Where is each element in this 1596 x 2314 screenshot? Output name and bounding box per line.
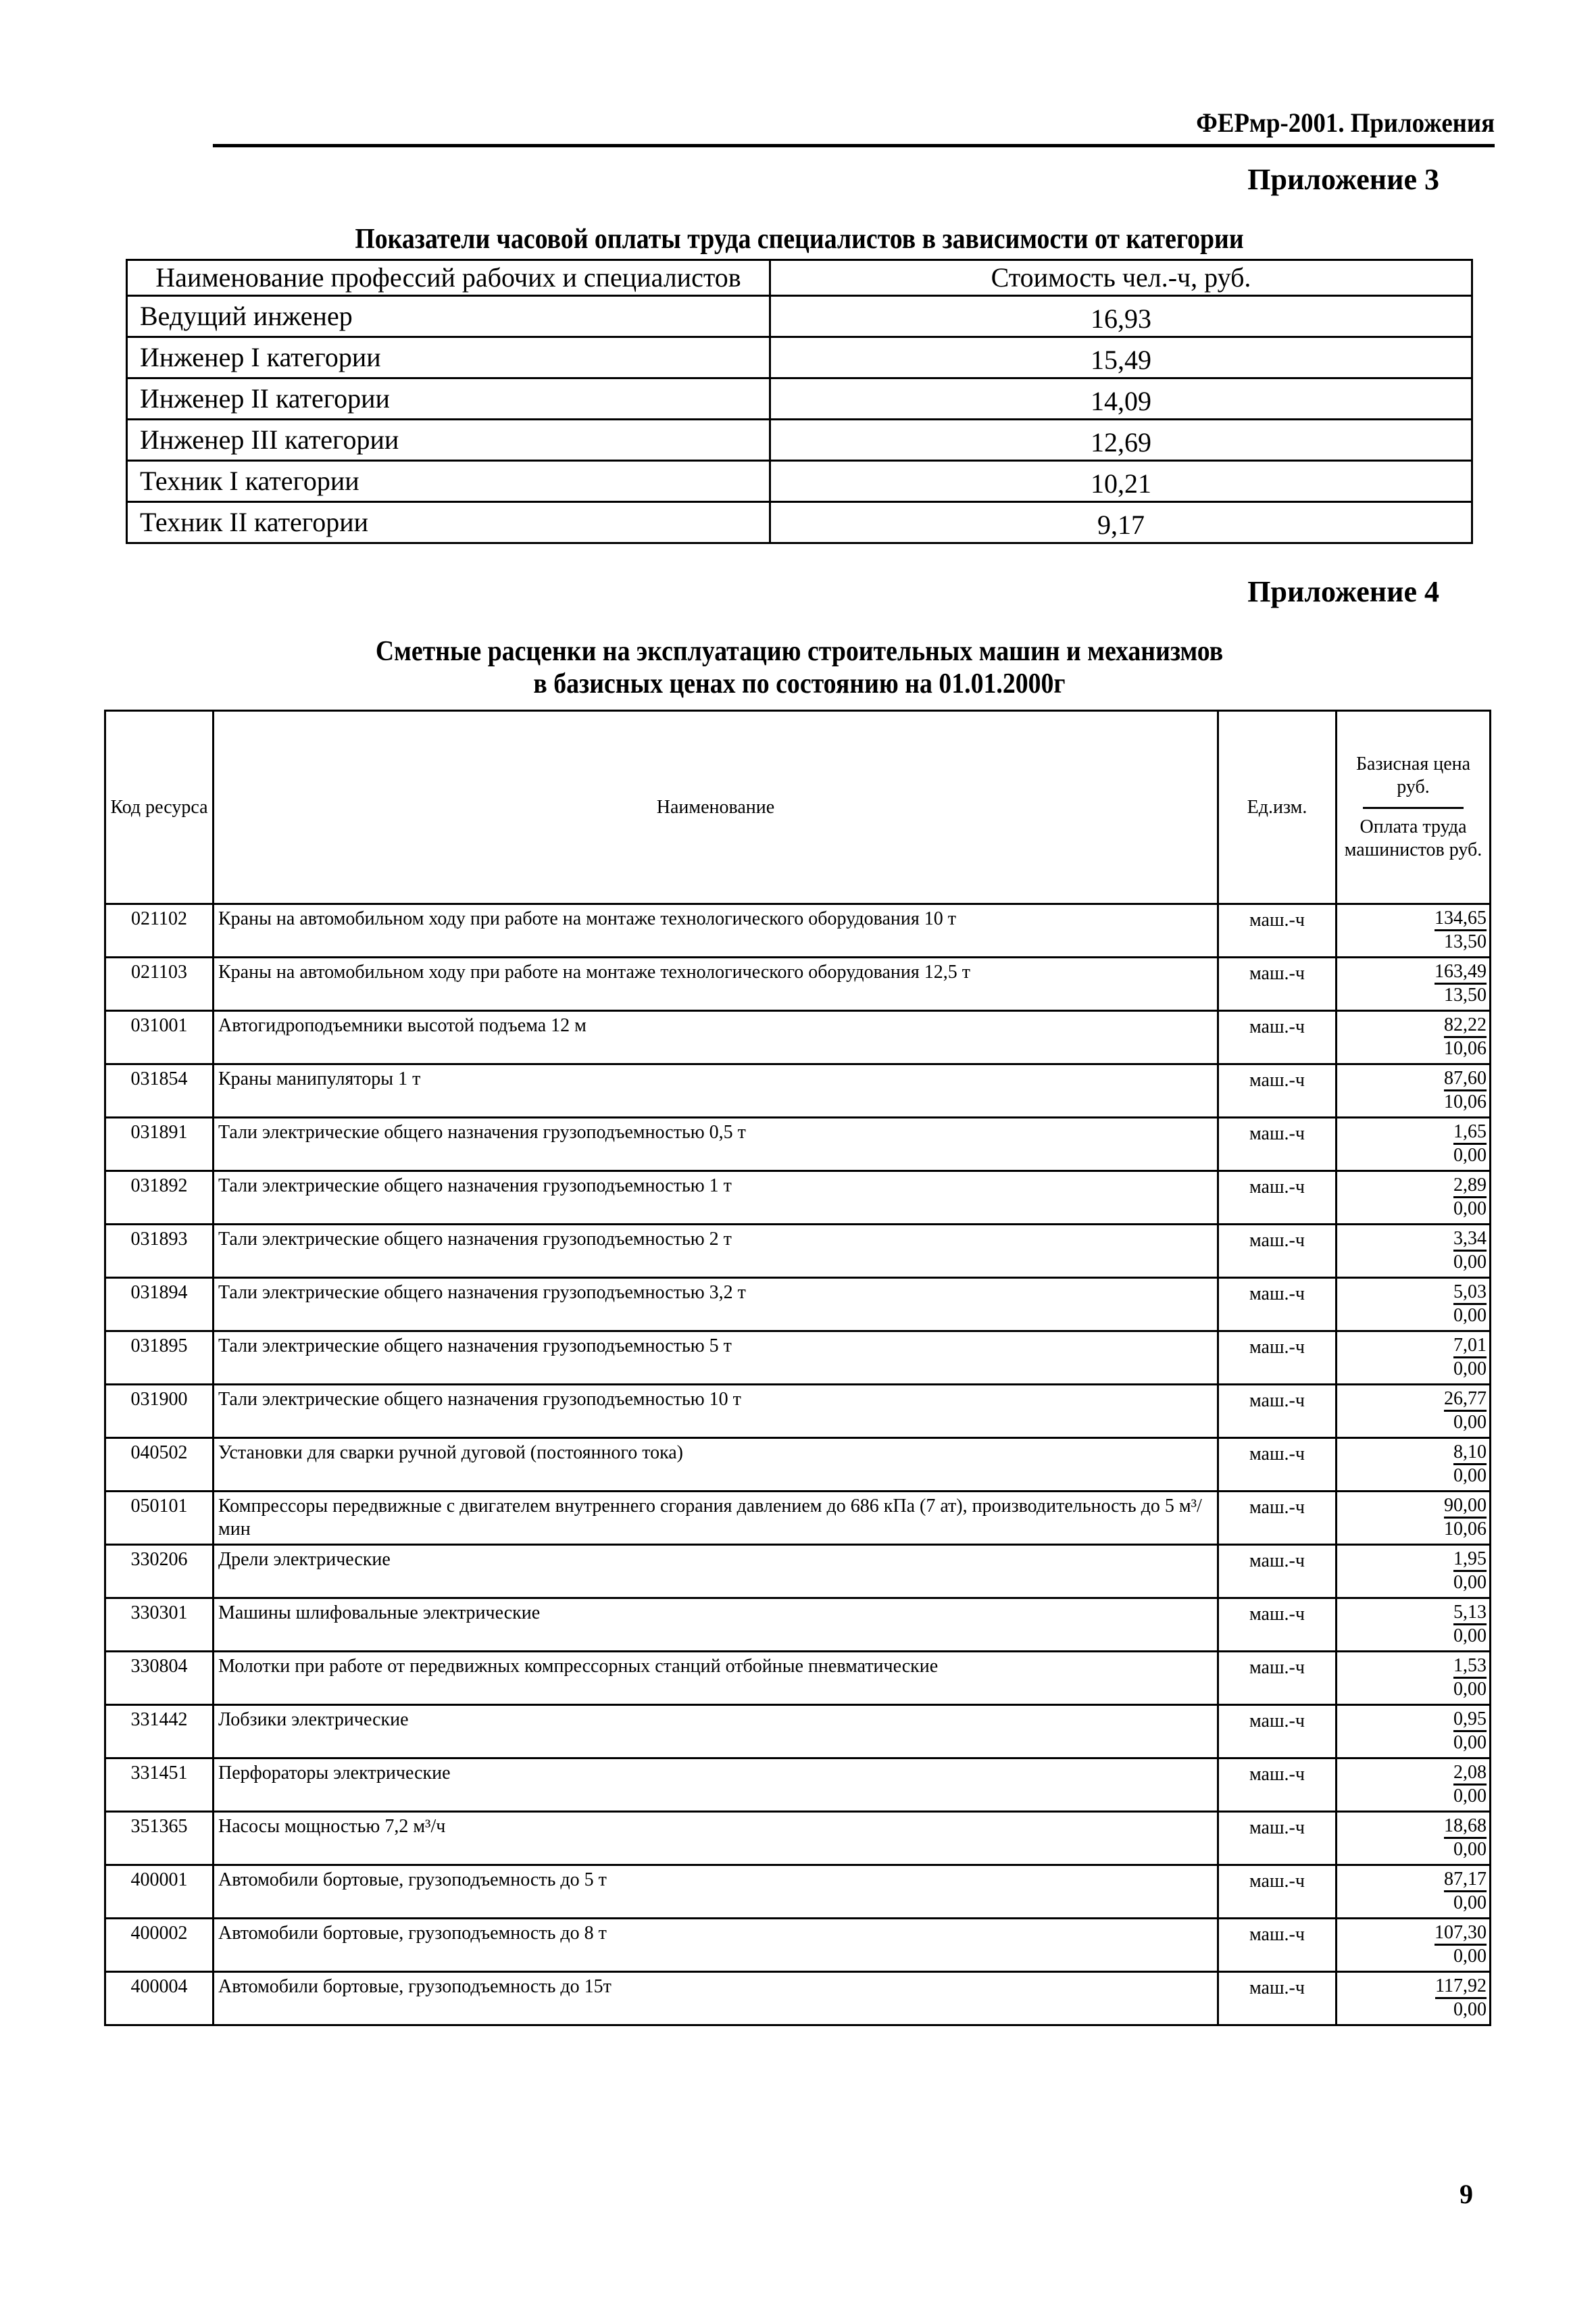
resource-code: 400002 [105,1919,214,1972]
unit-of-measure: маш.-ч [1218,1385,1337,1438]
table-row [105,1118,1491,1171]
table-row [105,1171,1491,1225]
base-price: 26,77 [1444,1388,1487,1412]
machine-rates-table [104,710,1491,2026]
unit-of-measure: маш.-ч [1218,1919,1337,1972]
unit-of-measure: маш.-ч [1218,1865,1337,1919]
base-price: 18,68 [1444,1815,1487,1839]
table-header-row [127,260,1472,296]
operator-wage: 13,50 [1444,931,1487,952]
resource-name: Компрессоры передвижные с двигателем внутреннего сгорания давлением до 686 кПа (7 ат), производительность до 5 м³/мин [214,1492,1218,1545]
table-row [105,1865,1491,1919]
profession-name: Инженер III категории [127,420,770,461]
table-row [105,1545,1491,1598]
column-header-unit: Ед.изм. [1218,711,1337,904]
hourly-cost: 12,69 [770,420,1472,461]
resource-code: 330301 [105,1598,214,1652]
price-cell [1337,1331,1491,1385]
resource-name: Краны манипуляторы 1 т [214,1064,1218,1118]
appendix-4-label: Приложение 4 [1247,575,1439,608]
operator-wage: 10,06 [1444,1091,1487,1112]
table-row [127,502,1472,543]
table-row [105,1812,1491,1865]
column-header-code: Код ресурса [105,711,214,904]
appendix-4-title-line-1: Сметные расценки на эксплуатацию строительных машин и механизмов [375,636,1224,667]
operator-wage: 13,50 [1444,985,1487,1006]
resource-name: Лобзики электрические [214,1705,1218,1758]
resource-name: Автомобили бортовые, грузоподъемность до 15т [214,1972,1218,2025]
unit-of-measure: маш.-ч [1218,904,1337,958]
appendix-4-title [193,635,1406,700]
resource-code: 031001 [105,1011,214,1064]
unit-of-measure: маш.-ч [1218,1598,1337,1652]
resource-name: Автомобили бортовые, грузоподъемность до 8 т [214,1919,1218,1972]
unit-of-measure: маш.-ч [1218,1705,1337,1758]
unit-of-measure: маш.-ч [1218,1225,1337,1278]
price-cell [1337,1278,1491,1331]
price-cell [1337,1011,1491,1064]
resource-name: Перфораторы электрические [214,1758,1218,1812]
profession-name: Техник I категории [127,461,770,502]
operator-wage: 0,00 [1453,1892,1487,1913]
price-cell [1337,1438,1491,1492]
hourly-cost: 14,09 [770,378,1472,420]
table-header-row [105,711,1491,904]
hourly-cost: 16,93 [770,296,1472,337]
unit-of-measure: маш.-ч [1218,958,1337,1011]
price-cell [1337,1545,1491,1598]
resource-name: Автомобили бортовые, грузоподъемность до 5 т [214,1865,1218,1919]
price-cell [1337,1492,1491,1545]
base-price: 2,08 [1453,1762,1487,1786]
table-row [105,1652,1491,1705]
table-row [105,1919,1491,1972]
base-price: 90,00 [1444,1495,1487,1519]
resource-name: Установки для сварки ручной дуговой (постоянного тока) [214,1438,1218,1492]
unit-of-measure: маш.-ч [1218,1652,1337,1705]
operator-wage: 0,00 [1453,1198,1487,1219]
profession-name: Инженер I категории [127,337,770,378]
resource-code: 021103 [105,958,214,1011]
column-header-base-price: Базисная цена руб. [1355,754,1471,797]
price-cell [1337,1812,1491,1865]
base-price: 87,17 [1444,1869,1487,1892]
header-divider [1363,807,1464,809]
operator-wage: 0,00 [1453,1465,1487,1486]
resource-name: Молотки при работе от передвижных компрессорных станций отбойные пневматические [214,1652,1218,1705]
column-header-profession: Наименование профессий рабочих и специалистов [127,260,770,296]
unit-of-measure: маш.-ч [1218,1011,1337,1064]
appendix-3-title: Показатели часовой оплаты труда специалистов в зависимости от категории [355,224,1244,255]
operator-wage: 0,00 [1453,1999,1487,2020]
base-price: 117,92 [1435,1975,1487,1999]
base-price: 1,65 [1453,1121,1487,1145]
operator-wage: 0,00 [1453,1732,1487,1753]
base-price: 107,30 [1435,1922,1487,1946]
unit-of-measure: маш.-ч [1218,1812,1337,1865]
profession-name: Ведущий инженер [127,296,770,337]
table-row [105,1331,1491,1385]
resource-code: 330206 [105,1545,214,1598]
running-header: ФЕРмр-2001. Приложения [213,107,1495,147]
price-cell [1337,1118,1491,1171]
base-price: 0,95 [1453,1708,1487,1732]
operator-wage: 0,00 [1453,1839,1487,1860]
price-cell [1337,1225,1491,1278]
base-price: 5,13 [1453,1602,1487,1625]
table-row [127,337,1472,378]
resource-code: 031891 [105,1118,214,1171]
resource-code: 331451 [105,1758,214,1812]
profession-name: Инженер II категории [127,378,770,420]
operator-wage: 0,00 [1453,1145,1487,1166]
unit-of-measure: маш.-ч [1218,1758,1337,1812]
table-row [105,1598,1491,1652]
hourly-cost: 10,21 [770,461,1472,502]
hourly-cost: 9,17 [770,502,1472,543]
table-row [127,420,1472,461]
resource-code: 031895 [105,1331,214,1385]
hourly-cost: 15,49 [770,337,1472,378]
table-row [127,378,1472,420]
price-cell [1337,958,1491,1011]
resource-code: 031854 [105,1064,214,1118]
unit-of-measure: маш.-ч [1218,1331,1337,1385]
base-price: 82,22 [1444,1014,1487,1038]
resource-code: 400004 [105,1972,214,2025]
operator-wage: 0,00 [1453,1572,1487,1593]
operator-wage: 0,00 [1453,1412,1487,1433]
unit-of-measure: маш.-ч [1218,1278,1337,1331]
table-row [105,1064,1491,1118]
resource-name: Насосы мощностью 7,2 м³/ч [214,1812,1218,1865]
operator-wage: 0,00 [1453,1305,1487,1326]
price-cell [1337,1972,1491,2025]
table-row [105,1278,1491,1331]
resource-code: 031892 [105,1171,214,1225]
resource-code: 351365 [105,1812,214,1865]
price-cell [1337,1705,1491,1758]
resource-name: Тали электрические общего назначения грузоподъемностью 3,2 т [214,1278,1218,1331]
unit-of-measure: маш.-ч [1218,1171,1337,1225]
table-row [105,1225,1491,1278]
table-row [127,296,1472,337]
base-price: 3,34 [1453,1228,1487,1252]
unit-of-measure: маш.-ч [1218,1972,1337,2025]
price-cell [1337,1385,1491,1438]
unit-of-measure: маш.-ч [1218,1118,1337,1171]
operator-wage: 0,00 [1453,1679,1487,1700]
base-price: 87,60 [1444,1068,1487,1091]
base-price: 163,49 [1435,961,1487,985]
operator-wage: 0,00 [1453,1252,1487,1273]
table-row [105,1705,1491,1758]
column-header-operator-wage: Оплата труда машинистов руб. [1344,816,1482,860]
base-price: 8,10 [1453,1442,1487,1465]
unit-of-measure: маш.-ч [1218,1064,1337,1118]
resource-code: 031900 [105,1385,214,1438]
appendix-4-title-line-2: в базисных ценах по состоянию на 01.01.2000г [533,668,1066,699]
table-row [105,1972,1491,2025]
base-price: 2,89 [1453,1175,1487,1198]
price-cell [1337,1064,1491,1118]
table-row [105,904,1491,958]
resource-name: Краны на автомобильном ходу при работе на монтаже технологического оборудования 12,5 т [214,958,1218,1011]
table-row [105,1011,1491,1064]
price-cell [1337,1865,1491,1919]
resource-code: 330804 [105,1652,214,1705]
operator-wage: 0,00 [1453,1946,1487,1967]
column-header-cost: Стоимость чел.-ч, руб. [770,260,1472,296]
resource-name: Краны на автомобильном ходу при работе на монтаже технологического оборудования 10 т [214,904,1218,958]
hourly-rates-table [126,259,1473,544]
base-price: 134,65 [1435,908,1487,931]
appendix-3-label: Приложение 3 [1247,163,1439,196]
resource-code: 050101 [105,1492,214,1545]
price-cell [1337,904,1491,958]
resource-name: Тали электрические общего назначения грузоподъемностью 0,5 т [214,1118,1218,1171]
page-number: 9 [1460,2179,1473,2209]
price-cell [1337,1919,1491,1972]
resource-name: Автогидроподъемники высотой подъема 12 м [214,1011,1218,1064]
operator-wage: 10,06 [1444,1519,1487,1540]
base-price: 1,95 [1453,1548,1487,1572]
column-header-name: Наименование [214,711,1218,904]
base-price: 5,03 [1453,1281,1487,1305]
resource-code: 331442 [105,1705,214,1758]
operator-wage: 10,06 [1444,1038,1487,1059]
resource-code: 400001 [105,1865,214,1919]
resource-name: Дрели электрические [214,1545,1218,1598]
profession-name: Техник II категории [127,502,770,543]
resource-name: Тали электрические общего назначения грузоподъемностью 5 т [214,1331,1218,1385]
column-header-price [1337,711,1491,904]
operator-wage: 0,00 [1453,1358,1487,1379]
operator-wage: 0,00 [1453,1625,1487,1646]
resource-name: Тали электрические общего назначения грузоподъемностью 10 т [214,1385,1218,1438]
resource-name: Машины шлифовальные электрические [214,1598,1218,1652]
table-row [127,461,1472,502]
table-row [105,1438,1491,1492]
price-cell [1337,1652,1491,1705]
operator-wage: 0,00 [1453,1786,1487,1806]
unit-of-measure: маш.-ч [1218,1438,1337,1492]
resource-code: 031893 [105,1225,214,1278]
price-cell [1337,1171,1491,1225]
table-row [105,1385,1491,1438]
table-row [105,1758,1491,1812]
base-price: 1,53 [1453,1655,1487,1679]
base-price: 7,01 [1453,1335,1487,1358]
resource-name: Тали электрические общего назначения грузоподъемностью 2 т [214,1225,1218,1278]
price-cell [1337,1758,1491,1812]
resource-name: Тали электрические общего назначения грузоподъемностью 1 т [214,1171,1218,1225]
table-row [105,958,1491,1011]
unit-of-measure: маш.-ч [1218,1492,1337,1545]
price-cell [1337,1598,1491,1652]
resource-code: 040502 [105,1438,214,1492]
resource-code: 031894 [105,1278,214,1331]
table-row [105,1492,1491,1545]
resource-code: 021102 [105,904,214,958]
unit-of-measure: маш.-ч [1218,1545,1337,1598]
